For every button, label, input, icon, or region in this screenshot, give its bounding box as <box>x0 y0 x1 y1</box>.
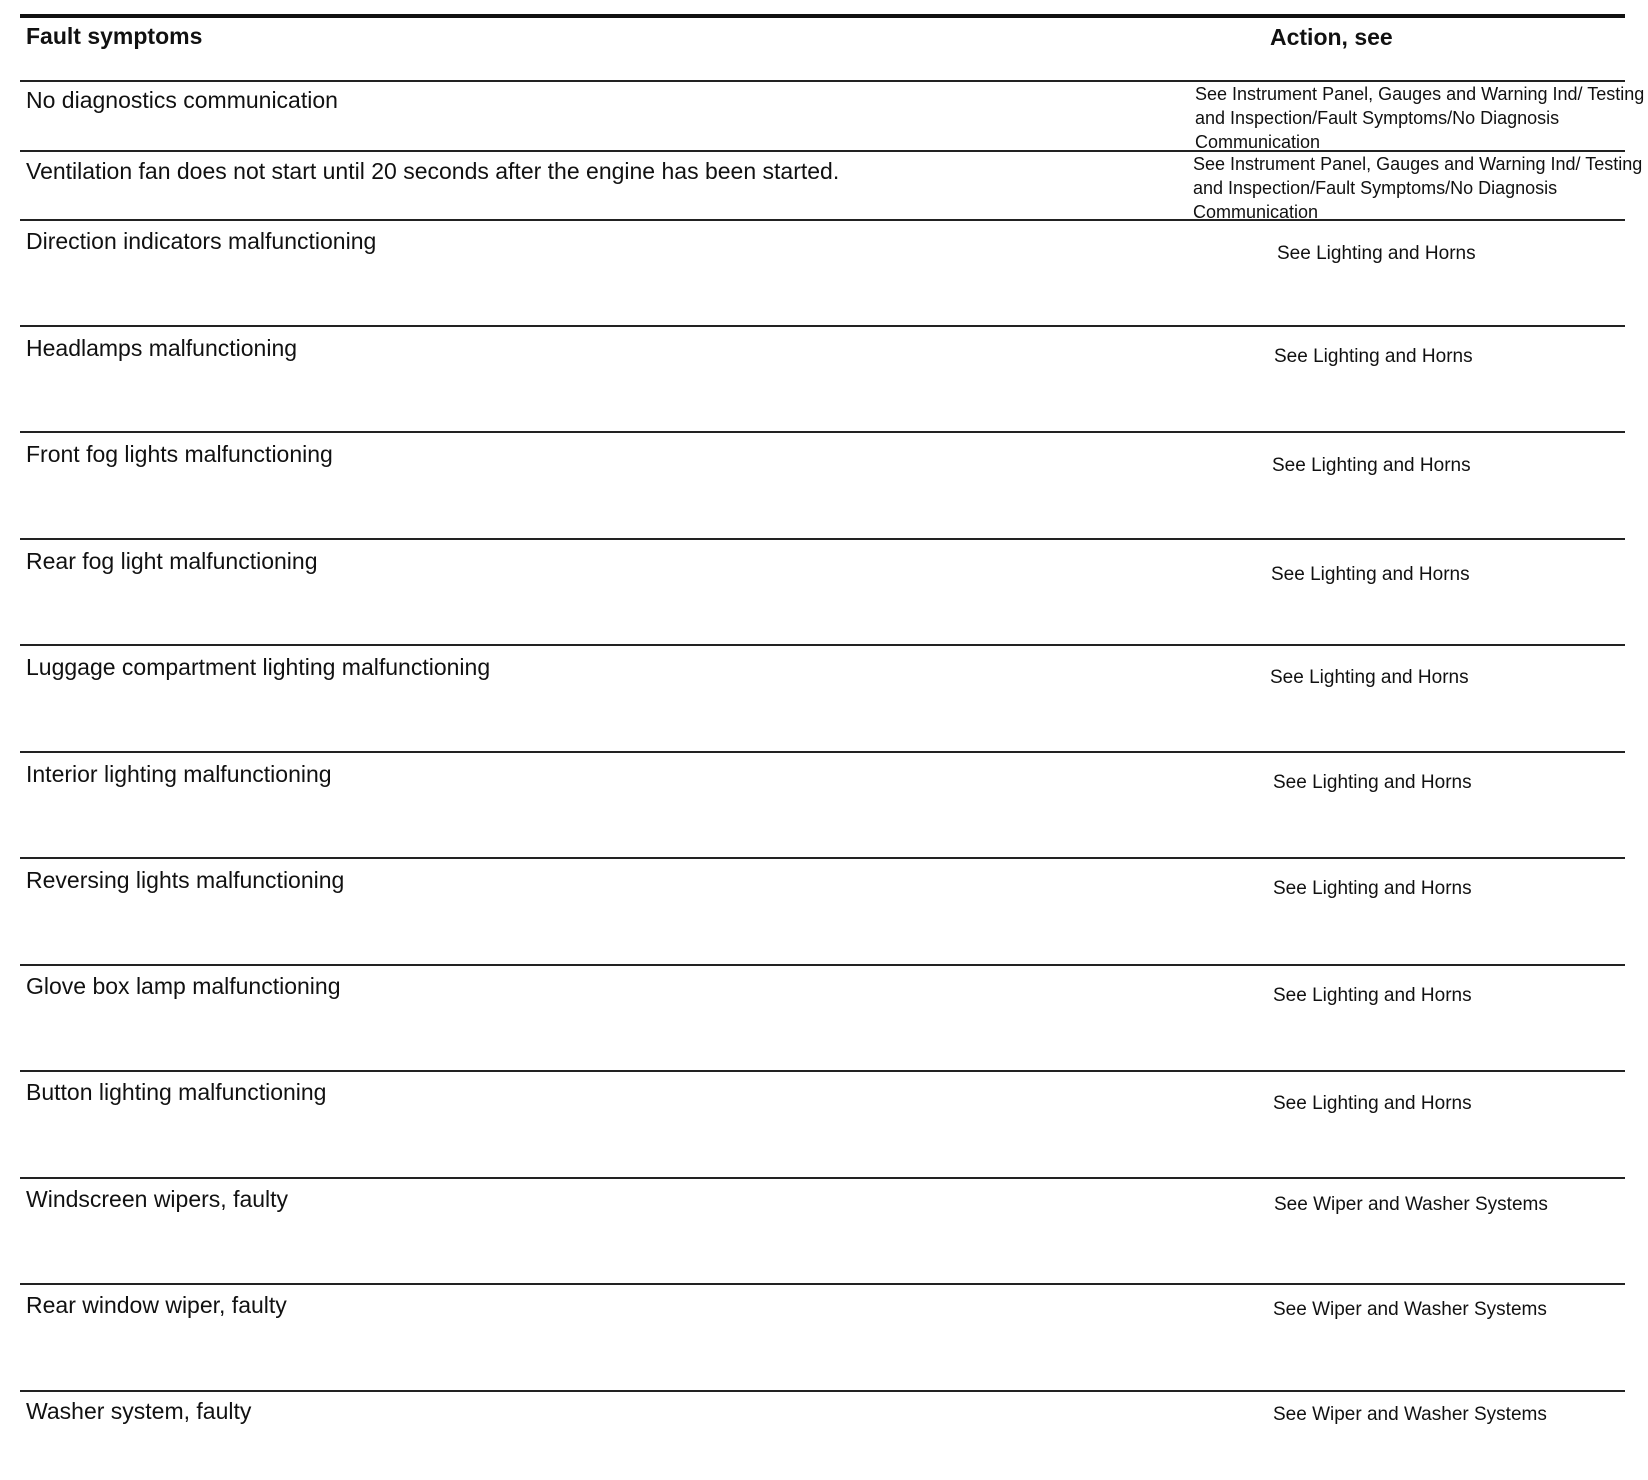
header-action-see: Action, see <box>1270 24 1393 50</box>
action-reversing-lights: See Lighting and Horns <box>1273 878 1472 899</box>
top-rule <box>20 14 1625 18</box>
action-headlamps: See Lighting and Horns <box>1274 346 1473 367</box>
row-divider <box>20 964 1625 966</box>
action-no-diagnostics-communication: See Instrument Panel, Gauges and Warning Ind/ Testing and Inspection/Fault Symptoms/No Diagnosis Communication <box>1195 84 1645 152</box>
row-divider <box>20 431 1625 433</box>
symptom-rear-window-wiper: Rear window wiper, faulty <box>26 1292 287 1318</box>
row-divider <box>20 857 1625 859</box>
action-rear-fog-light: See Lighting and Horns <box>1271 564 1470 585</box>
symptom-button-lighting: Button lighting malfunctioning <box>26 1079 327 1105</box>
action-ventilation-fan: See Instrument Panel, Gauges and Warning Ind/ Testing and Inspection/Fault Symptoms/No Diagnosis Communication <box>1193 154 1643 222</box>
row-divider <box>20 644 1625 646</box>
row-divider <box>20 751 1625 753</box>
action-luggage-compartment-lighting: See Lighting and Horns <box>1270 667 1469 688</box>
action-windscreen-wipers: See Wiper and Washer Systems <box>1274 1194 1548 1215</box>
symptom-direction-indicators: Direction indicators malfunctioning <box>26 228 377 254</box>
row-divider <box>20 1177 1625 1179</box>
row-divider <box>20 538 1625 540</box>
symptom-reversing-lights: Reversing lights malfunctioning <box>26 867 345 893</box>
symptom-washer-system: Washer system, faulty <box>26 1398 252 1424</box>
header-fault-symptoms: Fault symptoms <box>26 23 203 49</box>
row-divider <box>20 325 1625 327</box>
action-front-fog-lights: See Lighting and Horns <box>1272 455 1471 476</box>
action-washer-system: See Wiper and Washer Systems <box>1273 1404 1547 1425</box>
action-interior-lighting: See Lighting and Horns <box>1273 772 1472 793</box>
action-glove-box-lamp: See Lighting and Horns <box>1273 985 1472 1006</box>
symptom-rear-fog-light: Rear fog light malfunctioning <box>26 548 318 574</box>
row-divider <box>20 1283 1625 1285</box>
action-rear-window-wiper: See Wiper and Washer Systems <box>1273 1299 1547 1320</box>
symptom-luggage-compartment-lighting: Luggage compartment lighting malfunctioning <box>26 654 491 680</box>
symptom-glove-box-lamp: Glove box lamp malfunctioning <box>26 973 341 999</box>
symptom-front-fog-lights: Front fog lights malfunctioning <box>26 441 333 467</box>
symptom-ventilation-fan: Ventilation fan does not start until 20 seconds after the engine has been started. <box>26 158 840 184</box>
row-divider <box>20 1390 1625 1392</box>
symptom-interior-lighting: Interior lighting malfunctioning <box>26 761 332 787</box>
symptom-no-diagnostics-communication: No diagnostics communication <box>26 87 338 113</box>
symptom-headlamps: Headlamps malfunctioning <box>26 335 298 361</box>
action-button-lighting: See Lighting and Horns <box>1273 1093 1472 1114</box>
symptom-windscreen-wipers: Windscreen wipers, faulty <box>26 1186 289 1212</box>
action-direction-indicators: See Lighting and Horns <box>1277 243 1476 264</box>
row-divider <box>20 1070 1625 1072</box>
